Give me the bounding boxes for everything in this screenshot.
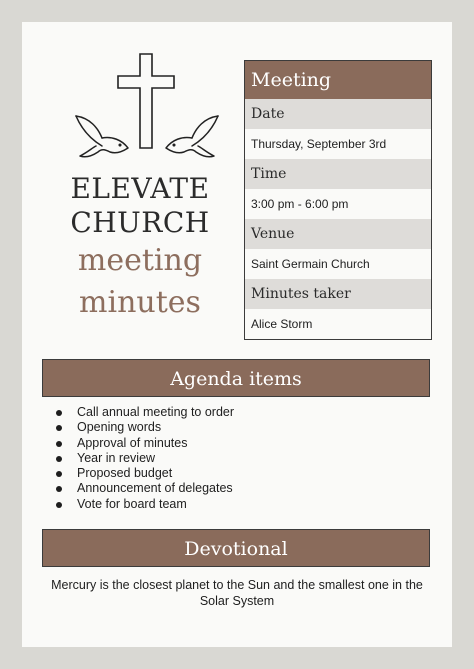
- title-line-3: meeting: [77, 243, 203, 278]
- agenda-list: [52, 405, 432, 512]
- venue-label: Venue: [245, 219, 431, 249]
- devotional-heading: Devotional: [42, 529, 430, 567]
- venue-value: Saint Germain Church: [245, 249, 431, 279]
- time-label: Time: [245, 159, 431, 189]
- cross-icon: [118, 54, 174, 148]
- document-title: [40, 172, 240, 324]
- time-value: 3:00 pm - 6:00 pm: [245, 189, 431, 219]
- document-page: [22, 22, 452, 647]
- church-logo: [72, 52, 222, 162]
- list-item: Call annual meeting to order: [52, 405, 432, 420]
- date-label: Date: [245, 99, 431, 129]
- title-line-2: CHURCH: [70, 206, 210, 239]
- minutes-taker-label: Minutes taker: [245, 279, 431, 309]
- list-item: Announcement of delegates: [52, 481, 432, 496]
- minutes-taker-value: Alice Storm: [245, 309, 431, 339]
- meeting-heading: Meeting: [245, 61, 431, 99]
- list-item: Opening words: [52, 420, 432, 435]
- list-item: Vote for board team: [52, 497, 432, 512]
- devotional-text: Mercury is the closest planet to the Sun and the smallest one in the Solar System: [51, 578, 423, 608]
- date-value: Thursday, September 3rd: [245, 129, 431, 159]
- list-item: Approval of minutes: [52, 436, 432, 451]
- list-item: Year in review: [52, 451, 432, 466]
- title-line-1: ELEVATE: [70, 172, 210, 205]
- dove-right-icon: [166, 116, 218, 157]
- agenda-heading: Agenda items: [42, 359, 430, 397]
- meeting-info-table: [244, 60, 432, 340]
- dove-left-icon: [76, 116, 128, 157]
- list-item: Proposed budget: [52, 466, 432, 481]
- title-line-4: minutes: [79, 285, 201, 320]
